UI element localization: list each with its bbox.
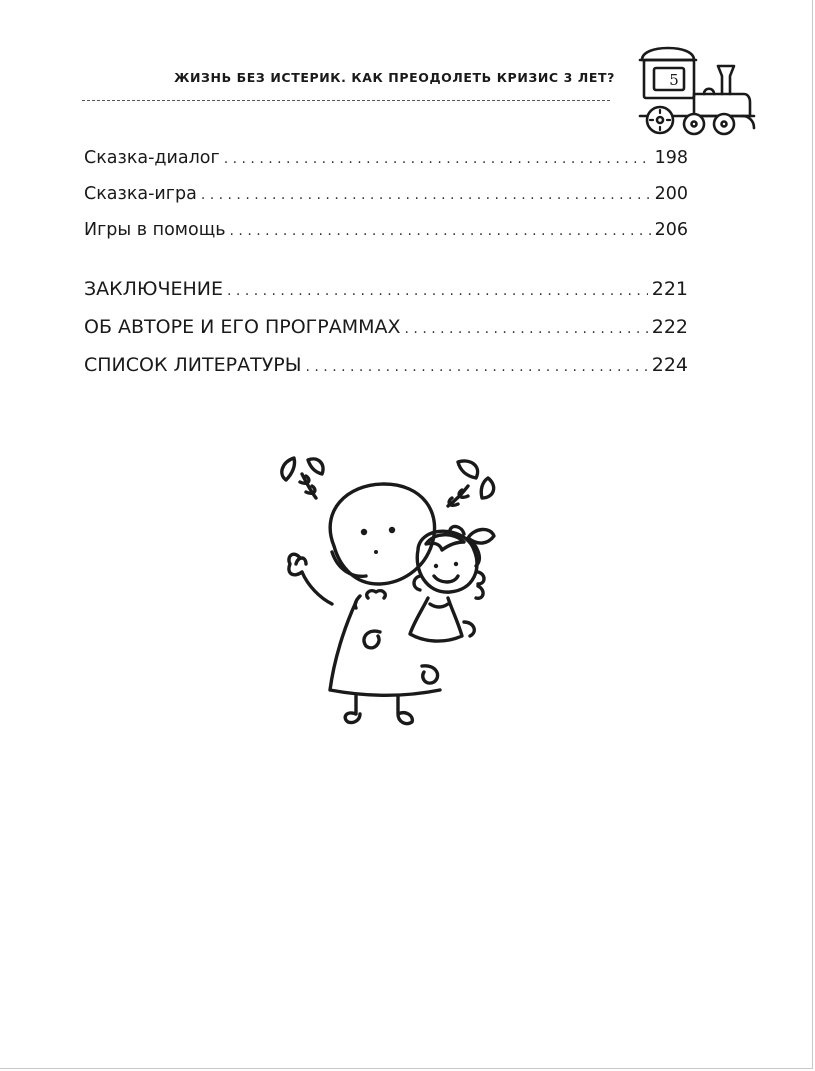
toc-entry-title: Игры в помощь xyxy=(84,220,226,240)
toc-entry-title: ЗАКЛЮЧЕНИЕ xyxy=(84,278,224,300)
toc-entry[interactable] xyxy=(84,176,688,212)
toc-entry[interactable] xyxy=(84,140,688,176)
table-of-contents xyxy=(84,140,688,384)
girl-with-doll-icon xyxy=(272,452,504,732)
toc-entry-page: 206 xyxy=(654,220,688,240)
page-number: 5 xyxy=(669,71,679,89)
toc-entry[interactable] xyxy=(84,270,688,308)
dot-leader xyxy=(227,272,648,310)
dot-leader xyxy=(405,310,648,348)
toc-entry-title: Сказка-диалог xyxy=(84,148,220,168)
toc-entry-title: ОБ АВТОРЕ И ЕГО ПРОГРАММАХ xyxy=(84,316,401,338)
toc-entry-page: 224 xyxy=(651,354,688,376)
toc-entry[interactable] xyxy=(84,346,688,384)
toc-entry-title: СПИСОК ЛИТЕРАТУРЫ xyxy=(84,354,302,376)
header-divider xyxy=(82,100,610,101)
running-header: ЖИЗНЬ БЕЗ ИСТЕРИК. КАК ПРЕОДОЛЕТЬ КРИЗИС 3 ЛЕТ? xyxy=(174,70,615,85)
dot-leader xyxy=(201,177,651,213)
toc-entry[interactable] xyxy=(84,308,688,346)
dot-leader xyxy=(230,213,651,249)
toc-entry-title: Сказка-игра xyxy=(84,184,197,204)
toc-entry-page: 221 xyxy=(651,278,688,300)
toc-entry[interactable] xyxy=(84,212,688,248)
dot-leader xyxy=(224,141,651,177)
toc-entry-page: 198 xyxy=(654,148,688,168)
toc-entry-page: 222 xyxy=(651,316,688,338)
toc-spacer xyxy=(84,248,688,270)
train-icon xyxy=(634,44,758,136)
dot-leader xyxy=(306,348,648,386)
toc-entry-page: 200 xyxy=(654,184,688,204)
